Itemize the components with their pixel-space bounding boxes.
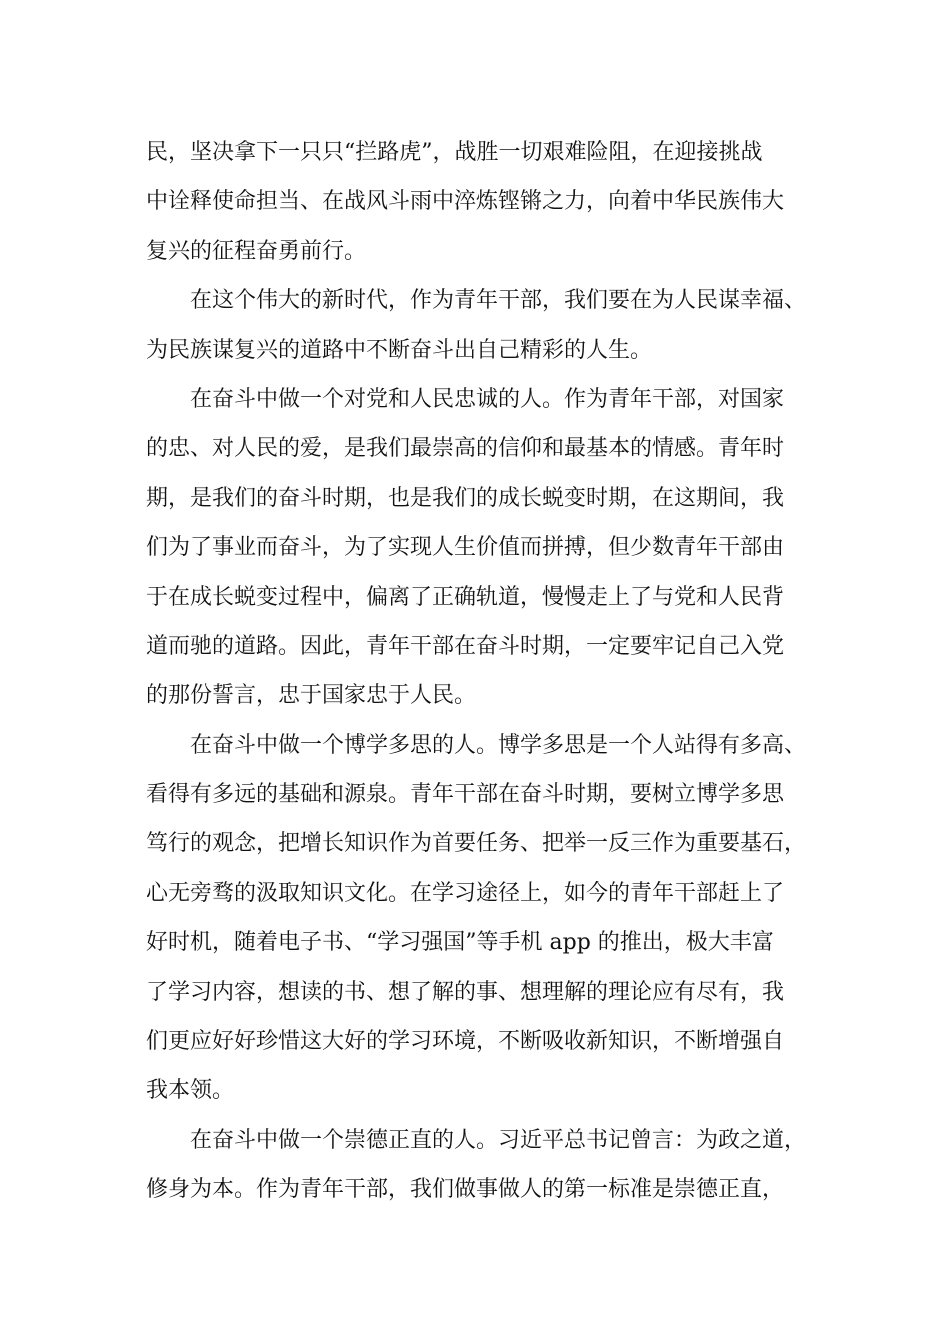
- text-line: 们更应好好珍惜这大好的学习环境，不断吸收新知识，不断增强自: [146, 1029, 785, 1055]
- text-line: 民，坚决拿下一只只“拦路虎”，战胜一切艰难险阻，在迎接挑战: [146, 140, 763, 165]
- text-line: 修身为本。作为青年干部，我们做事做人的第一标准是崇德正直，: [146, 1177, 785, 1203]
- text-line: 的那份誓言，忠于国家忠于人民。: [146, 683, 477, 709]
- body-text: [146, 128, 826, 1215]
- paragraph: [146, 276, 826, 375]
- text-line: 的忠、对人民的爱，是我们最崇高的信仰和最基本的情感。青年时: [146, 436, 785, 462]
- text-line: 中诠释使命担当、在战风斗雨中淬炼铿锵之力，向着中华民族伟大: [146, 189, 785, 215]
- paragraph: [146, 721, 826, 1116]
- text-line: 心无旁骛的汲取知识文化。在学习途径上，如今的青年干部赶上了: [146, 880, 785, 906]
- text-line: 在奋斗中做一个博学多思的人。博学多思是一个人站得有多高、: [190, 732, 807, 758]
- text-line: 看得有多远的基础和源泉。青年干部在奋斗时期，要树立博学多思: [146, 782, 785, 808]
- text-line: 们为了事业而奋斗，为了实现人生价值而拼搏，但少数青年干部由: [146, 535, 785, 561]
- text-line: 于在成长蜕变过程中，偏离了正确轨道，慢慢走上了与党和人民背: [146, 584, 785, 610]
- text-line: 复兴的征程奋勇前行。: [146, 238, 367, 264]
- text-line: 在奋斗中做一个对党和人民忠诚的人。作为青年干部，对国家: [190, 386, 785, 412]
- text-line: 了学习内容，想读的书、想了解的事、想理解的理论应有尽有，我: [146, 979, 785, 1005]
- text-line: 道而驰的道路。因此，青年干部在奋斗时期，一定要牢记自己入党: [146, 633, 785, 659]
- paragraph: [146, 375, 826, 721]
- text-line: 在这个伟大的新时代，作为青年干部，我们要在为人民谋幸福、: [190, 288, 807, 314]
- text-line: 我本领。: [146, 1078, 235, 1104]
- paragraph: [146, 128, 826, 276]
- text-line: 期，是我们的奋斗时期，也是我们的成长蜕变时期，在这期间，我: [146, 485, 785, 511]
- text-line: 好时机，随着电子书、“学习强国”等手机 app 的推出，极大丰富: [146, 930, 774, 956]
- text-line: 笃行的观念，把增长知识作为首要任务、把举一反三作为重要基石，: [146, 831, 807, 857]
- text-line: 在奋斗中做一个崇德正直的人。习近平总书记曾言：为政之道，: [190, 1127, 807, 1153]
- text-line: 为民族谋复兴的道路中不断奋斗出自己精彩的人生。: [146, 337, 653, 363]
- paragraph: [146, 1116, 826, 1215]
